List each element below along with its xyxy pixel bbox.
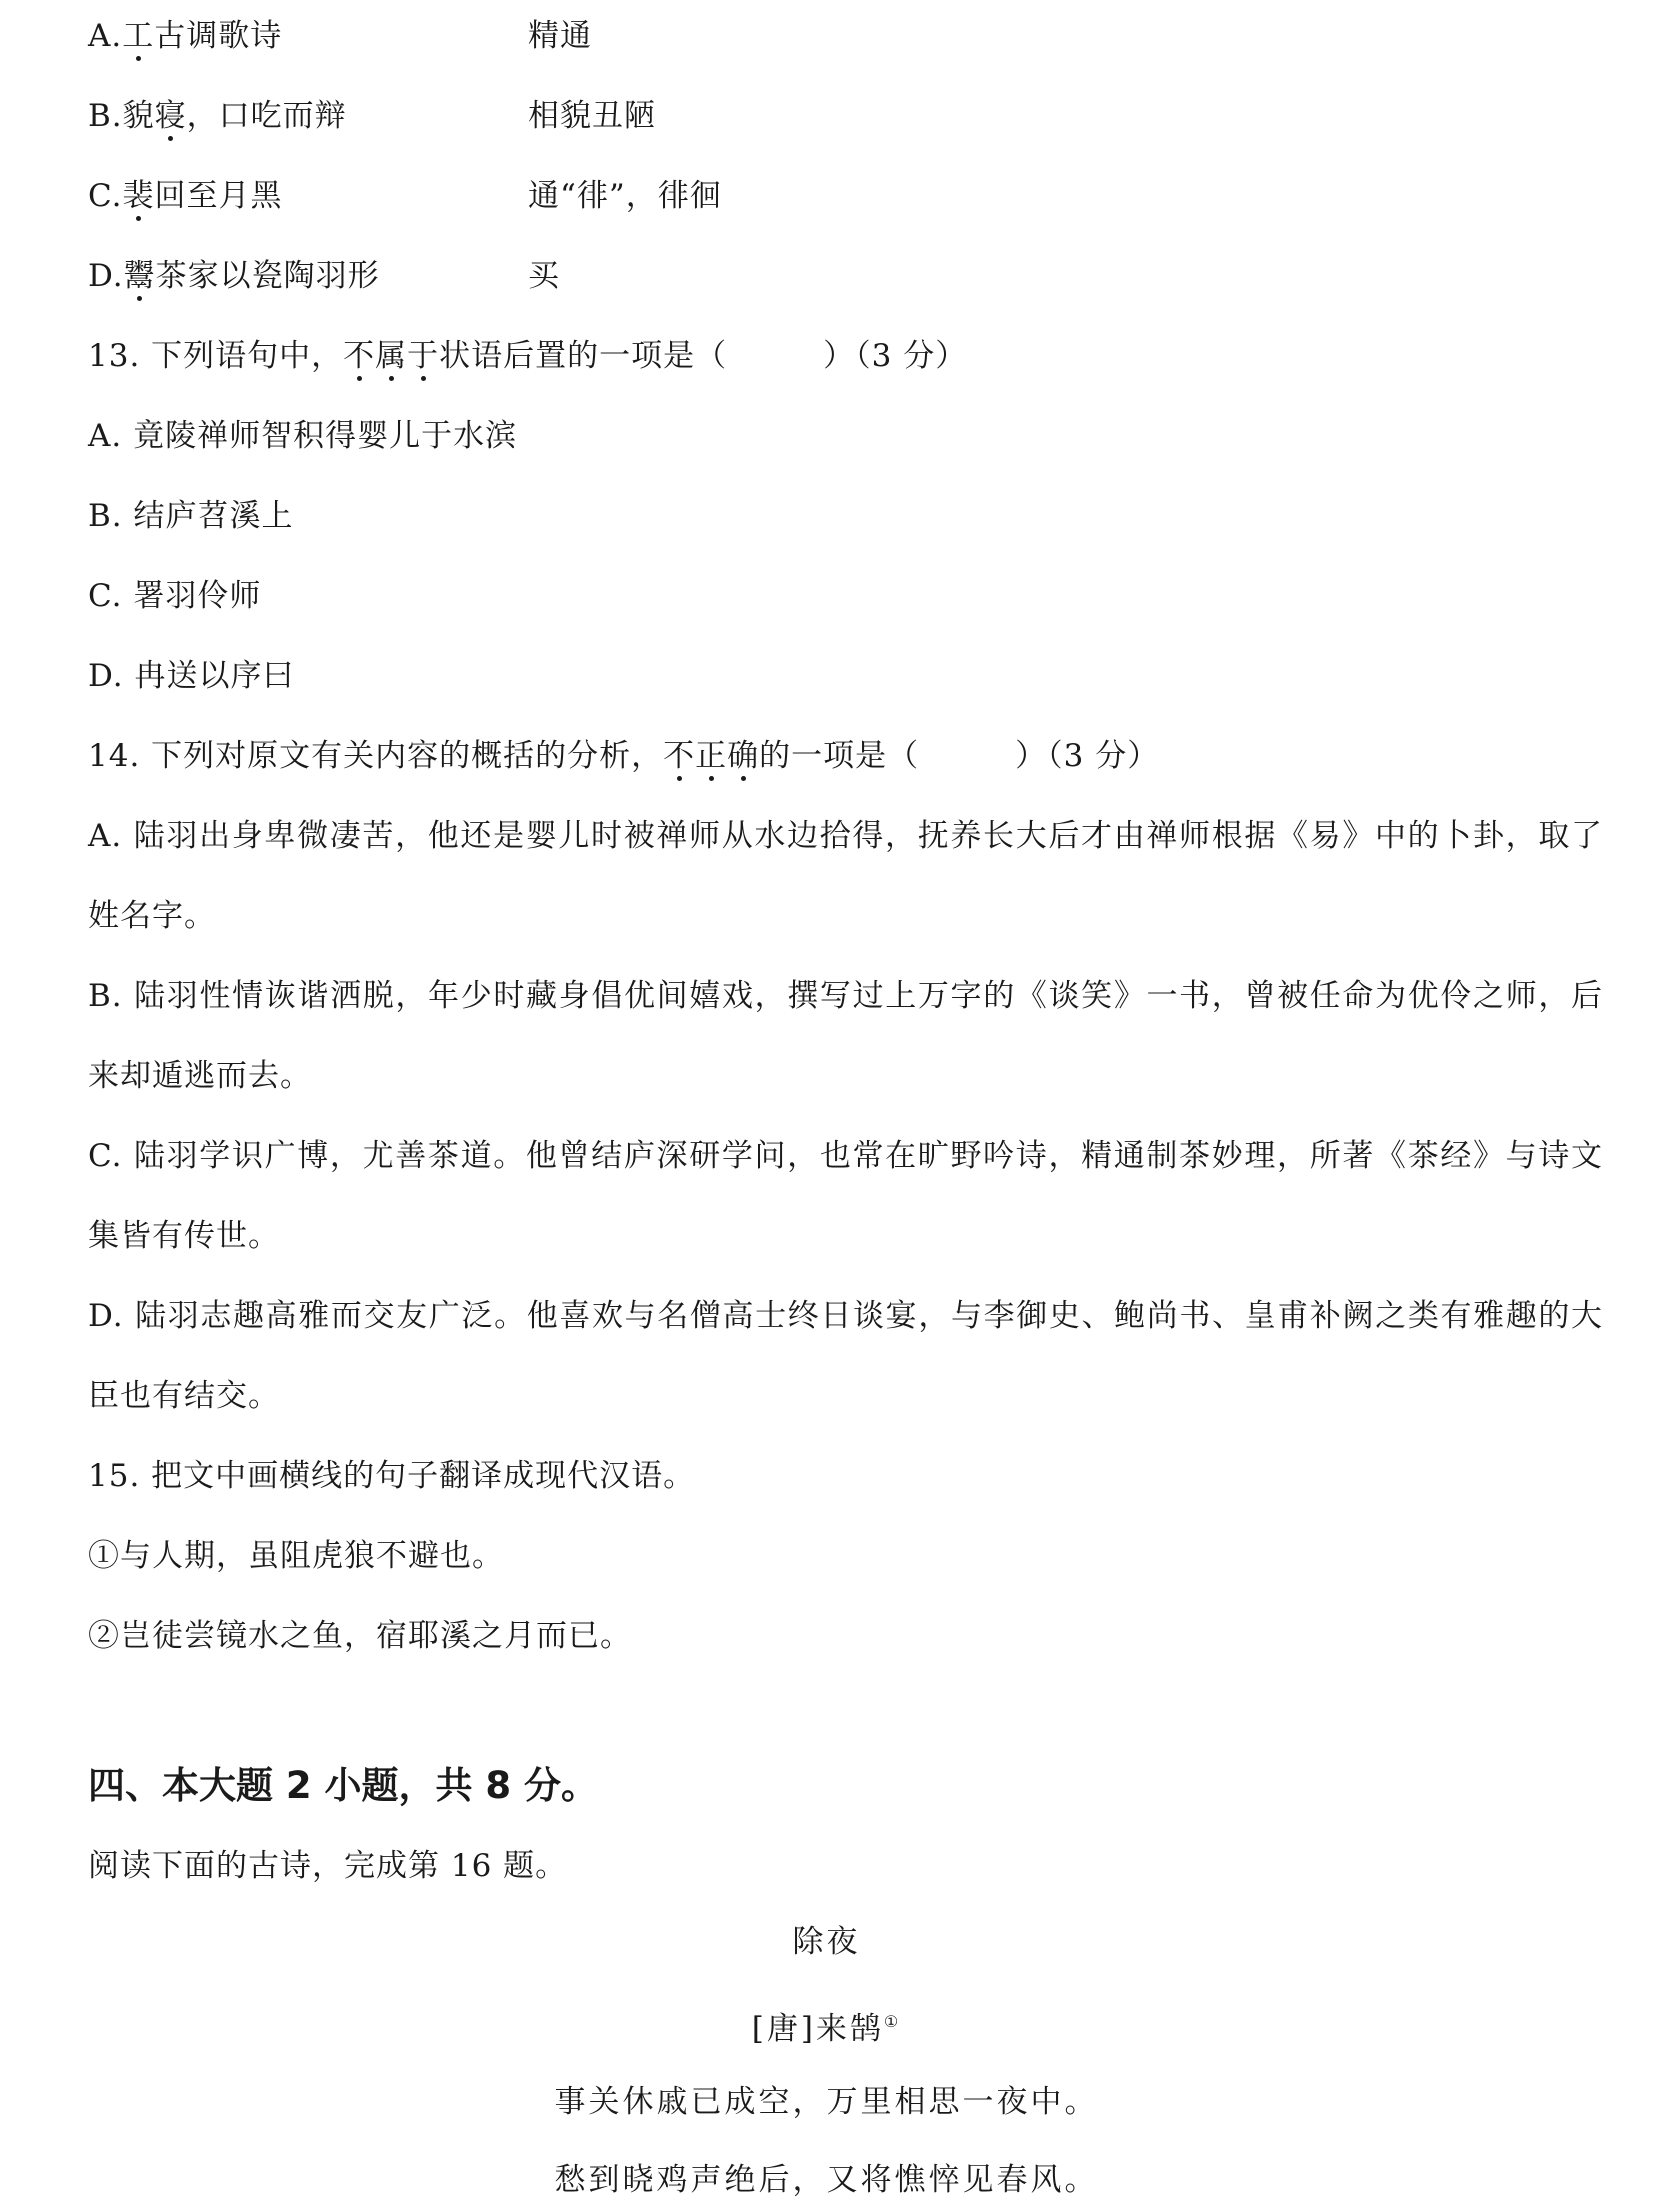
q12-option-d: D.鬻茶家以瓷陶羽形 买 xyxy=(88,258,560,294)
q13-question: 13. 下列语句中，不属于状语后置的一项是（ ）（3 分） xyxy=(88,338,968,374)
poem-line: 愁到晓鸡声绝后，又将憔悴见春风。 xyxy=(554,2162,1099,2198)
emphasis-dot-char: 裴 xyxy=(122,178,155,214)
q15-question: 15. 把文中画横线的句子翻译成现代汉语。 xyxy=(88,1458,696,1494)
q15-item-1: ①与人期，虽阻虎狼不避也。 xyxy=(88,1538,504,1574)
q14-option-c: C. 陆羽学识广博，尤善茶道。他曾结庐深研学问，也常在旷野吟诗，精通制茶妙理，所著《茶经》与诗文集皆有传世。 xyxy=(88,1138,1603,1254)
emphasis-dot-char: 不 xyxy=(343,338,376,374)
q15-item-2: ②岂徒尝镜水之鱼，宿耶溪之月而已。 xyxy=(88,1618,632,1654)
emphasis-dot-char: 属 xyxy=(375,338,408,374)
q14-option-b: B. 陆羽性情诙谐洒脱，年少时藏身倡优间嬉戏，撰写过上万字的《谈笑》一书，曾被任命为优伶之师，后来却遁逃而去。 xyxy=(88,978,1603,1094)
q12-option-b-meaning: 相貌丑陋 xyxy=(528,98,656,134)
poem-line: 事关休戚已成空，万里相思一夜中。 xyxy=(554,2084,1099,2120)
section-heading: 四、本大题 2 小题，共 8 分。 xyxy=(88,1764,599,1807)
q12-option-d-meaning: 买 xyxy=(528,258,560,294)
emphasis-dot-char: 鬻 xyxy=(123,258,156,294)
emphasis-dot-char: 工 xyxy=(122,18,155,54)
q14-option-d: D. 陆羽志趣高雅而交友广泛。他喜欢与名僧高士终日谈宴，与李御史、鲍尚书、皇甫补阙之类有雅趣的大臣也有结交。 xyxy=(88,1298,1603,1414)
q14-option-a: A. 陆羽出身卑微凄苦，他还是婴儿时被禅师从水边拾得，抚养长大后才由禅师根据《易》中的卜卦，取了姓名字。 xyxy=(88,818,1603,934)
emphasis-dot-char: 于 xyxy=(407,338,440,374)
q12-option-c: C.裴回至月黑 通“徘”，徘徊 xyxy=(88,178,722,214)
emphasis-dot-char: 确 xyxy=(727,738,760,774)
emphasis-dot-char: 不 xyxy=(663,738,696,774)
q13-option-b: B. 结庐苕溪上 xyxy=(88,498,294,534)
poem-title: 除夜 xyxy=(792,1924,861,1960)
emphasis-dot-char: 正 xyxy=(695,738,728,774)
q12-option-b: B.貌寝，口吃而辩 相貌丑陋 xyxy=(88,98,656,134)
q14-question: 14. 下列对原文有关内容的概括的分析，不正确的一项是（ ）（3 分） xyxy=(88,738,1160,774)
q12-option-a-meaning: 精通 xyxy=(528,18,592,54)
emphasis-dot-char: 寝 xyxy=(154,98,187,134)
q13-option-c: C. 署羽伶师 xyxy=(88,578,262,614)
poem-author: [唐]来鹄① xyxy=(751,2011,902,2047)
q13-option-a: A. 竟陵禅师智积得婴儿于水滨 xyxy=(88,418,518,454)
q13-option-d: D. 冉送以序曰 xyxy=(88,658,295,694)
q12-option-c-meaning: 通“徘”，徘徊 xyxy=(528,178,722,214)
footnote-marker: ① xyxy=(883,2012,902,2031)
q12-option-a: A.工古调歌诗 精通 xyxy=(88,18,592,54)
reading-instruction: 阅读下面的古诗，完成第 16 题。 xyxy=(88,1848,568,1884)
